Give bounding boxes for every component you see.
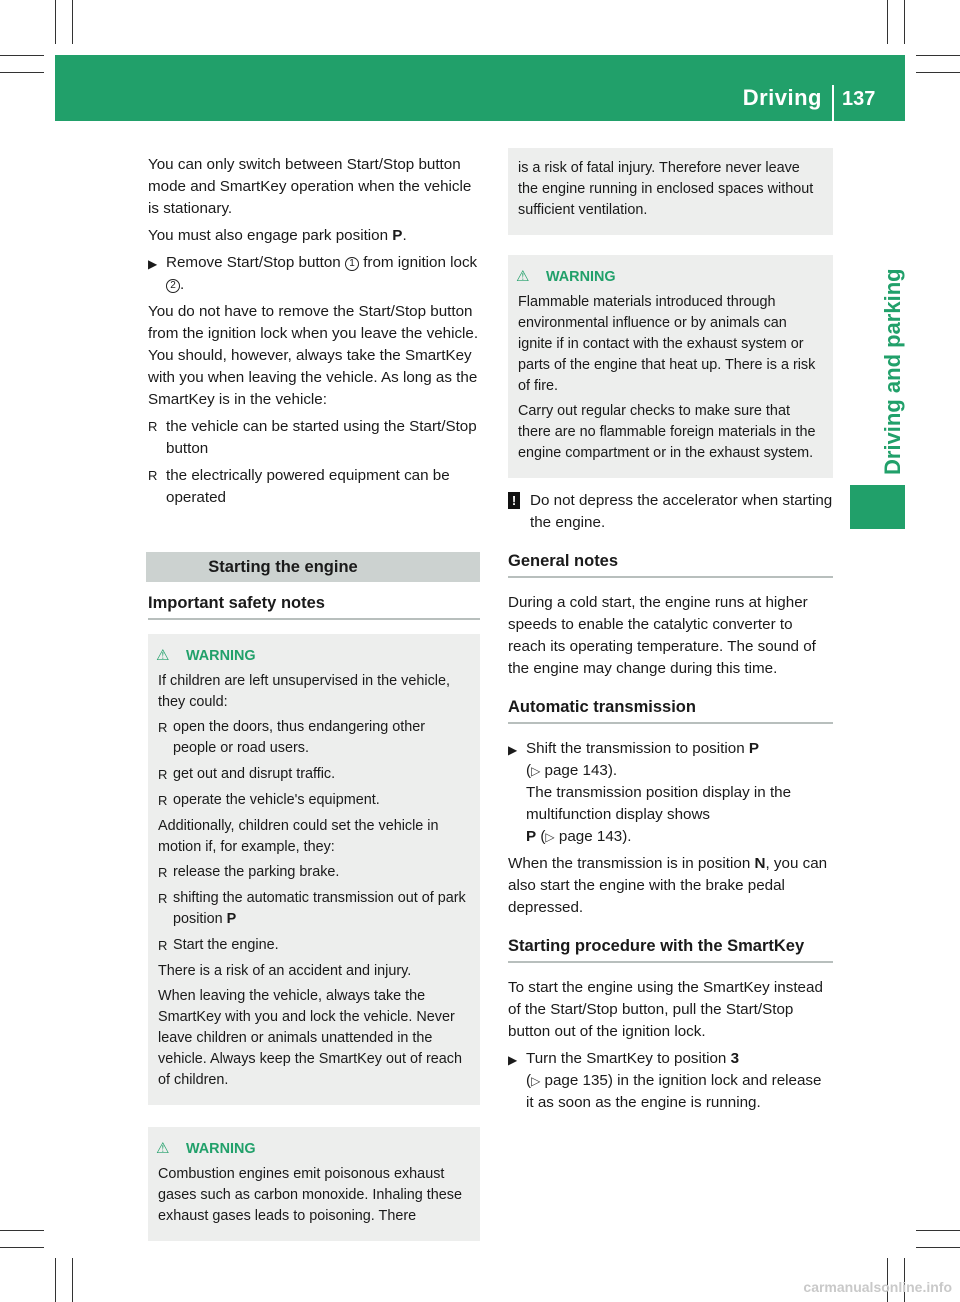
warning-box: ⚠ WARNING Combustion engines emit poisonous exhaust gases such as carbon monoxide. Inhaling these exhaust gases leads to poisoning. There: [148, 1127, 480, 1241]
bullet-icon: R: [158, 767, 168, 782]
list-item: R the electrically powered equipment can be operated: [148, 467, 450, 506]
arrow-icon: ▶: [148, 257, 158, 271]
arrow-icon: ▶: [508, 1053, 518, 1067]
warning-triangle-icon: ⚠: [156, 647, 170, 664]
side-tab-block: [850, 485, 905, 529]
crop-mark: [0, 72, 44, 73]
paragraph: You do not have to remove the Start/Stop button from the ignition lock when you leave the vehicle. You should, however, always take the SmartKey with you when leaving the vehicle. As long as the SmartKey is in the vehicle:: [148, 303, 479, 408]
bullet-icon: R: [158, 938, 168, 953]
crop-mark: [916, 1247, 960, 1248]
watermark: carmanualsonline.info: [803, 1279, 952, 1295]
paragraph: You must also engage park position P.: [148, 227, 407, 244]
page-reference-icon: ▷: [531, 764, 541, 778]
page-number: 137: [842, 88, 876, 110]
subsection-heading: General notes: [508, 550, 833, 578]
list-item: R shifting the automatic transmission out of park position P: [158, 890, 466, 927]
crop-mark: [55, 0, 56, 44]
bullet-icon: R: [158, 891, 168, 906]
warning-heading: ⚠ WARNING: [516, 268, 616, 285]
paragraph: During a cold start, the engine runs at higher speeds to enable the catalytic converter to reach its operating temperature. The sound of the engine may change during this time.: [508, 594, 816, 677]
list-item: R Start the engine.: [158, 935, 470, 956]
crop-mark: [0, 1247, 44, 1248]
warning-box: ⚠ WARNING If children are left unsupervised in the vehicle, they could: R open the doors, thus endangering other people or road users. R get out and disrupt traffic. R operate the vehicle's equipment. Additionally, children could set the vehicle in motion if, for example, they: R release the parking brake. R shifting the automatic transmission out of park position P R Start the engine. There is a risk of an accident and injury. When leaving the vehicle, always take the SmartKey with you and lock the vehicle. Never leave children or animals unattended in the vehicle. Always keep the SmartKey out of reach of children.: [148, 634, 480, 1105]
bullet-icon: R: [158, 865, 168, 880]
left-column: [148, 154, 480, 1241]
arrow-icon: ▶: [508, 743, 518, 757]
subsection-heading: Important safety notes: [148, 592, 480, 620]
instruction-step: ▶ Shift the transmission to position P (▷ page 143). The transmission position display in the multifunction display shows P (▷ page 143).: [508, 740, 792, 845]
crop-mark: [904, 0, 905, 44]
header-section-title: Driving: [742, 85, 822, 110]
paragraph: You can only switch between Start/Stop button mode and SmartKey operation when the vehicle is stationary.: [148, 156, 472, 217]
exclamation-icon: !: [508, 492, 520, 509]
list-item: R open the doors, thus endangering other people or road users.: [158, 719, 426, 756]
crop-mark: [916, 1230, 960, 1231]
instruction-step: ▶ Turn the SmartKey to position 3 (▷ page 135) in the ignition lock and release it as soon as the engine is running.: [508, 1050, 822, 1111]
list-item: R operate the vehicle's equipment.: [158, 790, 470, 811]
bullet-icon: R: [148, 419, 158, 434]
bullet-icon: R: [148, 468, 158, 483]
note: ! Do not depress the accelerator when starting the engine.: [508, 490, 833, 534]
callout-number: 1: [345, 257, 359, 271]
bullet-icon: R: [158, 720, 168, 735]
right-column: [508, 148, 833, 1119]
section-heading: Starting the engine: [146, 552, 480, 582]
paragraph: When the transmission is in position N, you can also start the engine with the brake pedal depressed.: [508, 855, 828, 916]
list-item: R release the parking brake.: [158, 862, 470, 883]
crop-mark: [887, 0, 888, 44]
crop-mark: [916, 72, 960, 73]
bullet-icon: R: [158, 793, 168, 808]
subsection-heading: Automatic transmission: [508, 696, 833, 724]
warning-box-continued: is a risk of fatal injury. Therefore never leave the engine running in enclosed spaces without sufficient ventilation.: [508, 148, 833, 235]
list-item: R the vehicle can be started using the Start/Stop button: [148, 418, 477, 457]
warning-box: ⚠ WARNING Flammable materials introduced through environmental influence or by animals can ignite if in contact with the exhaust system or parts of the engine that heat up. There is a risk of fire. Carry out regular checks to make sure that there are no flammable foreign materials in the engine compartment or in the exhaust system.: [508, 255, 833, 478]
crop-mark: [55, 1258, 56, 1302]
page-reference-icon: ▷: [545, 830, 555, 844]
crop-mark: [0, 1230, 44, 1231]
crop-mark: [72, 0, 73, 44]
paragraph: To start the engine using the SmartKey instead of the Start/Stop button, pull the Start/Stop button out of the ignition lock.: [508, 979, 823, 1040]
warning-heading: ⚠ WARNING: [156, 1140, 256, 1157]
page-reference-icon: ▷: [531, 1074, 541, 1088]
header-separator: [832, 85, 834, 121]
list-item: R get out and disrupt traffic.: [158, 764, 470, 785]
callout-number: 2: [166, 279, 180, 293]
warning-triangle-icon: ⚠: [156, 1140, 170, 1157]
subsection-heading: Starting procedure with the SmartKey: [508, 935, 833, 963]
side-tab-label: Driving and parking: [880, 268, 905, 475]
crop-mark: [916, 55, 960, 56]
instruction-step: ▶ Remove Start/Stop button 1 from ignition lock 2 .: [148, 254, 478, 293]
crop-mark: [0, 55, 44, 56]
warning-triangle-icon: ⚠: [516, 268, 530, 285]
warning-heading: ⚠ WARNING: [156, 647, 256, 664]
crop-mark: [72, 1258, 73, 1302]
